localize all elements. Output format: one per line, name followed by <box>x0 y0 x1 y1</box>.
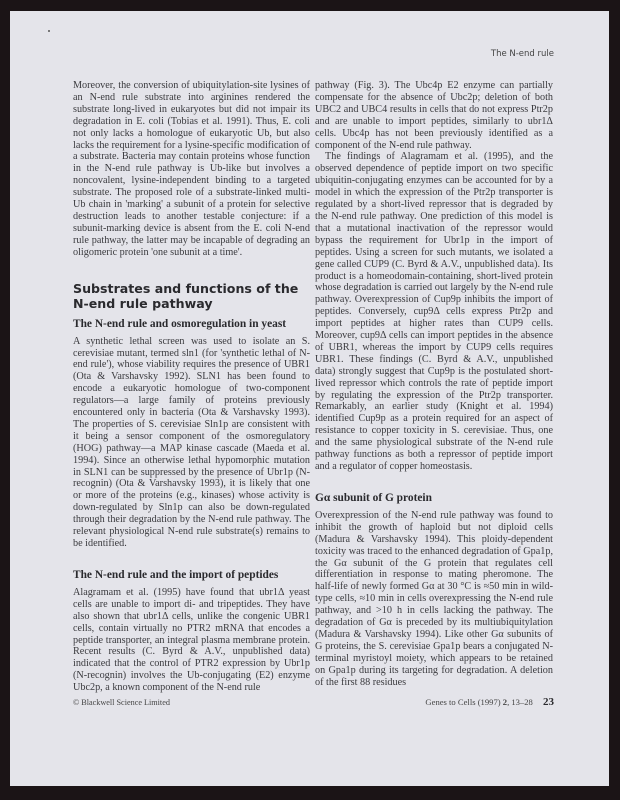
osmoregulation-paragraph: A synthetic lethal screen was used to isolate an S. cerevisiae mutant, termed sln1 (for 'synthetic lethal of N-end rule'), whose viability requires the presence of UBR1 (Ota & Varshavsky 1992). SLN1 has been found to encode a eukaryotic homologue of two-component regulators—a large family of proteins previously encountered only in bacteria (Ota & Varshavsky 1993). The properties of S. cerevisiae Sln1p are consistent with it being a sensor component of the osmoregulatory (HOG) pathway—a MAP kinase cascade (Maeda et al. 1994). Since an otherwise lethal hypomorphic mutation in SLN1 can be suppressed by the presence of Ubr1p (N-recognin) (Ota & Varshavsky 1993), it is likely that one or more of the proteins (e.g., kinases) whose activity is down-regulated by Sln1p can also be down-regulated through their degradation by the N-end rule pathway. The relevant physiological N-end rule substrate(s) remains to be identified. <box>73 335 310 549</box>
scan-speck <box>48 30 50 32</box>
subsection-heading-peptide-import: The N-end rule and the import of peptides <box>73 568 279 581</box>
left-column <box>73 80 310 694</box>
section-heading: Substrates and functions of the N-end rule pathway <box>73 280 299 311</box>
right-column <box>315 80 553 689</box>
cup9-paragraph: The findings of Alagramam et al. (1995), and the observed dependence of peptide import on two specific ubiquitin-conjugating enzymes can be accounted for by a model in which the expression of the Ptr2p transporter is regulated by a short-lived repressor that is degraded by the N-end rule pathway. One prediction of this model is that a mutational inactivation of the repressor would bypass the requirement for Ubr1p in the import of peptides. Using a screen for such mutants, we isolated a gene called CUP9 (C. Byrd & A.V., unpublished data). Its product is a homeodomain-containing, short-lived protein whose degradation is carried out largely by the N-end rule pathway. Overexpression of Cup9p inhibits the import of peptides. Conversely, cup9Δ cells express Ptr2p and import peptides at higher rates than CUP9 cells. Moreover, cup9Δ cells can import peptides in the absence of UBR1, whereas the import by CUP9 cells requires UBR1. These findings (C. Byrd & A.V., unpublished data) strongly suggest that Cup9p is the postulated short-lived repressor which controls the rate of peptide import by regulating the expression of the Ptr2p transporter. Remarkably, an earlier study (Knight et al. 1994) identified Cup9p as a protein required for an aspect of resistance to copper toxicity in S. cerevisiae. Thus, one and the same physiological substrate of the N-end rule pathway functions as both a repressor of peptide import and a regulator of copper homeostasis. <box>315 151 553 472</box>
journal-volume: 2 <box>502 697 508 707</box>
subsection-heading-osmoregulation: The N-end rule and osmoregulation in yeast <box>73 317 287 330</box>
continued-paragraph: pathway (Fig. 3). The Ubc4p E2 enzyme can partially compensate for the absence of Ubc2p; deletion of both UBC2 and UBC4 results in cells that do not express Ptr2p and are unable to import peptides, similarly to ubr1Δ cells. Ubc4p has not been previously identified as a component of the N-end rule pathway. <box>315 80 553 151</box>
g-alpha-paragraph: Overexpression of the N-end rule pathway was found to inhibit the growth of haploid but not diploid cells (Madura & Varshavsky 1994). This ploidy-dependent toxicity was traced to the enhanced degradation of Gpa1p, the Gα subunit of the G protein that regulates cell differentiation in response to mating pheromone. The half-life of newly formed Gα at 30 °C is ≈50 min in wild-type cells, ≈10 min in cells overexpressing the N-end rule pathway, and >10 h in cells lacking the pathway. The degradation of Gα is preceded by its multiubiquitylation (Madura & Varshavsky 1994). Like other Gα subunits of G proteins, the S. cerevisiae Gpa1p bears a conjugated N-terminal myristoyl moiety, which appears to be retained on Gpa1p during its targeting for degradation. A deletion of the first 88 residues <box>315 509 553 688</box>
running-head: The N-end rule <box>490 49 554 59</box>
subsection-heading-g-alpha: Gα subunit of G protein <box>315 491 432 504</box>
journal-page <box>10 11 609 786</box>
copyright-notice: © Blackwell Science Limited <box>73 698 170 707</box>
journal-citation <box>425 696 554 708</box>
page-number: 23 <box>543 696 554 708</box>
journal-name: Genes to Cells (1997) <box>425 697 501 707</box>
peptide-import-paragraph: Alagramam et al. (1995) have found that ubr1Δ yeast cells are unable to import di- and tripeptides. They have also shown that ubr1Δ cells, unlike the congenic UBR1 cells, contain virtually no PTR2 mRNA that encodes a peptide transporter, an integral plasma membrane protein. Recent results (C. Byrd & A.V., unpublished data) indicated that the control of PTR2 expression by Ubr1p (N-recognin) involves the Ub-conjugating (E2) enzyme Ubc2p, a known component of the N-end rule <box>73 586 310 694</box>
journal-pages: , 13–28 <box>507 697 533 707</box>
intro-paragraph: Moreover, the conversion of ubiquitylation-site lysines of an N-end rule substrate into arginines rendered the substrate long-lived in eukaryotes but did not impair its degradation in E. coli (Tobias et al. 1991). Thus, E. coli not only lacks a homologue of eukaryotic Ub, but also lacks the requirement for a lysine-specific modification of a substrate. Bacteria may contain proteins whose function in the N-end rule pathway is Ub-like but involves a noncovalent, lysine-independent binding to a targeted substrate. The proposed role of a substrate-linked multi-Ub chain in 'marking' a subunit of a protein for selective destruction leads to another testable conjecture: if a subunit-marking device is absent from the E. coli N-end rule pathway, the latter may be incapable of degrading an oligomeric protein 'one subunit at a time'. <box>73 80 310 258</box>
